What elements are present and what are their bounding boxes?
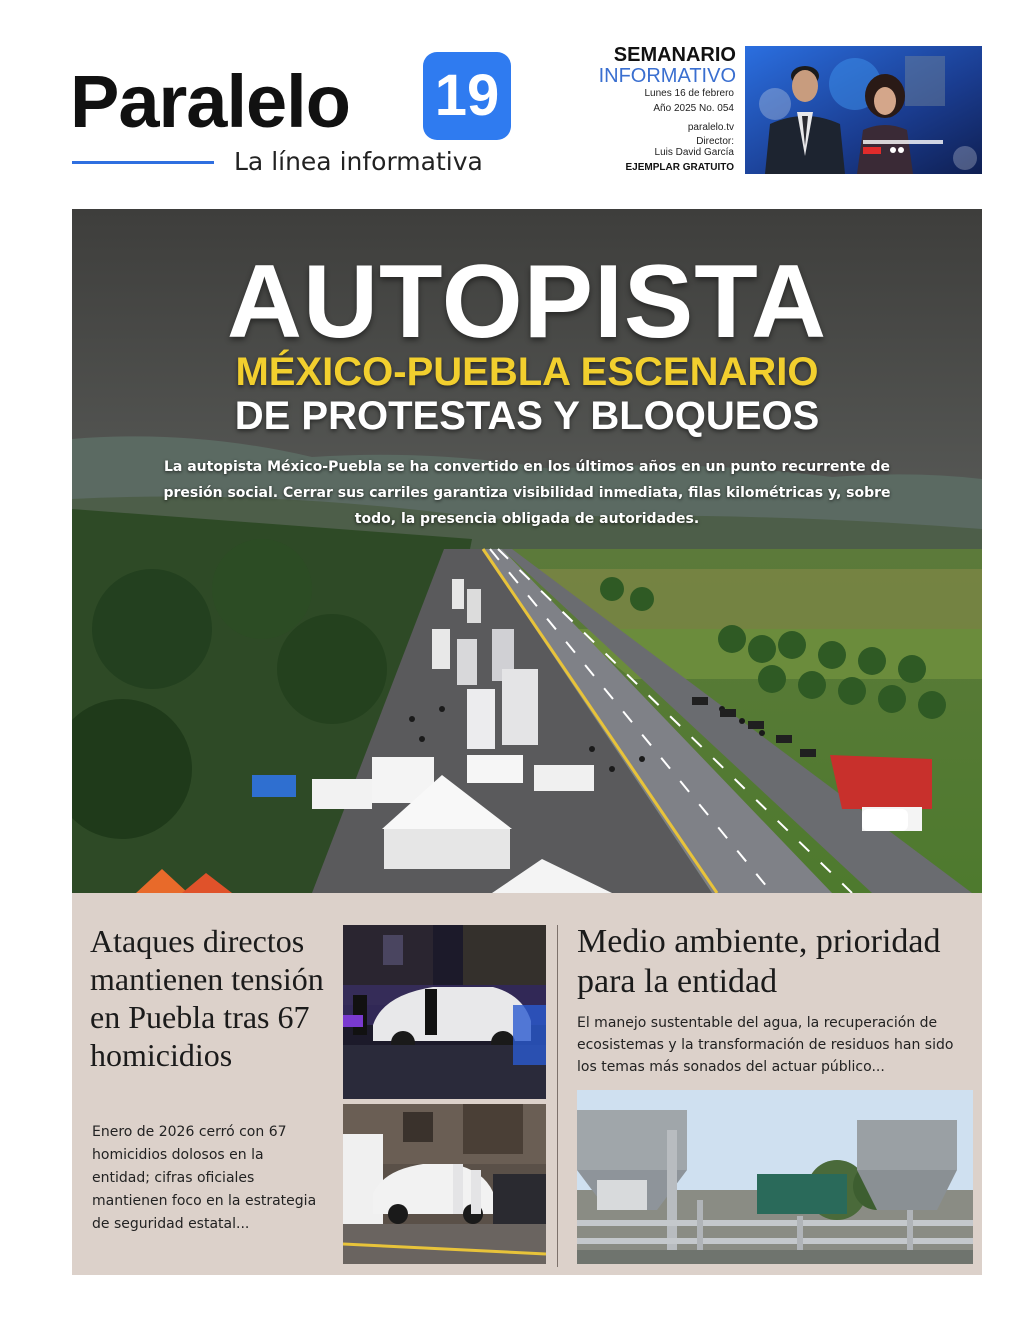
hero-deck: La autopista México-Puebla se ha convertido en los últimos años en un punto recurrente de presión social. Cerrar sus carriles garantiza visibilidad inmediata, filas kilométricas y, sobre todo, la presencia obligada de autoridades. [163, 459, 891, 527]
brand-logo-text: Paralelo [70, 60, 350, 143]
tagline-rule [72, 161, 214, 164]
publication-type-title: SEMANARIO [613, 44, 736, 66]
website[interactable]: paralelo.tv [687, 122, 734, 133]
director-name: Luis David García [654, 147, 734, 158]
director-label: Director: [696, 136, 734, 147]
water-treatment-plant-photo[interactable] [577, 1090, 973, 1264]
issue-date: Lunes 16 de febrero [644, 88, 734, 99]
security-story-headline[interactable]: Ataques directos mantienen tensión en Puebla tras 67 homicidios [90, 923, 324, 1073]
crime-scene-night-photo[interactable] [343, 925, 546, 1099]
hero-subheadline-2: DE PROTESTAS Y BLOQUEOS [234, 394, 820, 438]
hero-subheadline-1: MÉXICO-PUEBLA ESCENARIO [235, 350, 819, 394]
environment-story-headline[interactable]: Medio ambiente, prioridad para la entidad [577, 923, 941, 1000]
security-story-summary: Enero de 2026 cerró con 67 homicidios dolosos en la entidad; cifras oficiales mantienen foco en la estrategia de seguridad estatal... [92, 1124, 317, 1232]
issue-number: Año 2025 No. 054 [653, 103, 734, 114]
column-divider [557, 925, 558, 1267]
hero-headline: AUTOPISTA [226, 244, 828, 360]
crime-scene-day-photo[interactable] [343, 1104, 546, 1264]
tagline: La línea informativa [234, 147, 483, 176]
tv-promo-image[interactable] [745, 46, 982, 174]
publication-type-subtitle: INFORMATIVO [598, 65, 736, 87]
environment-story-summary: El manejo sustentable del agua, la recuperación de ecosistemas y la transformación de residuos han sido los temas más sonados del actuar público... [577, 1015, 954, 1075]
brand-logo-number: 19 [423, 52, 511, 140]
free-copy-label: EJEMPLAR GRATUITO [625, 162, 734, 173]
